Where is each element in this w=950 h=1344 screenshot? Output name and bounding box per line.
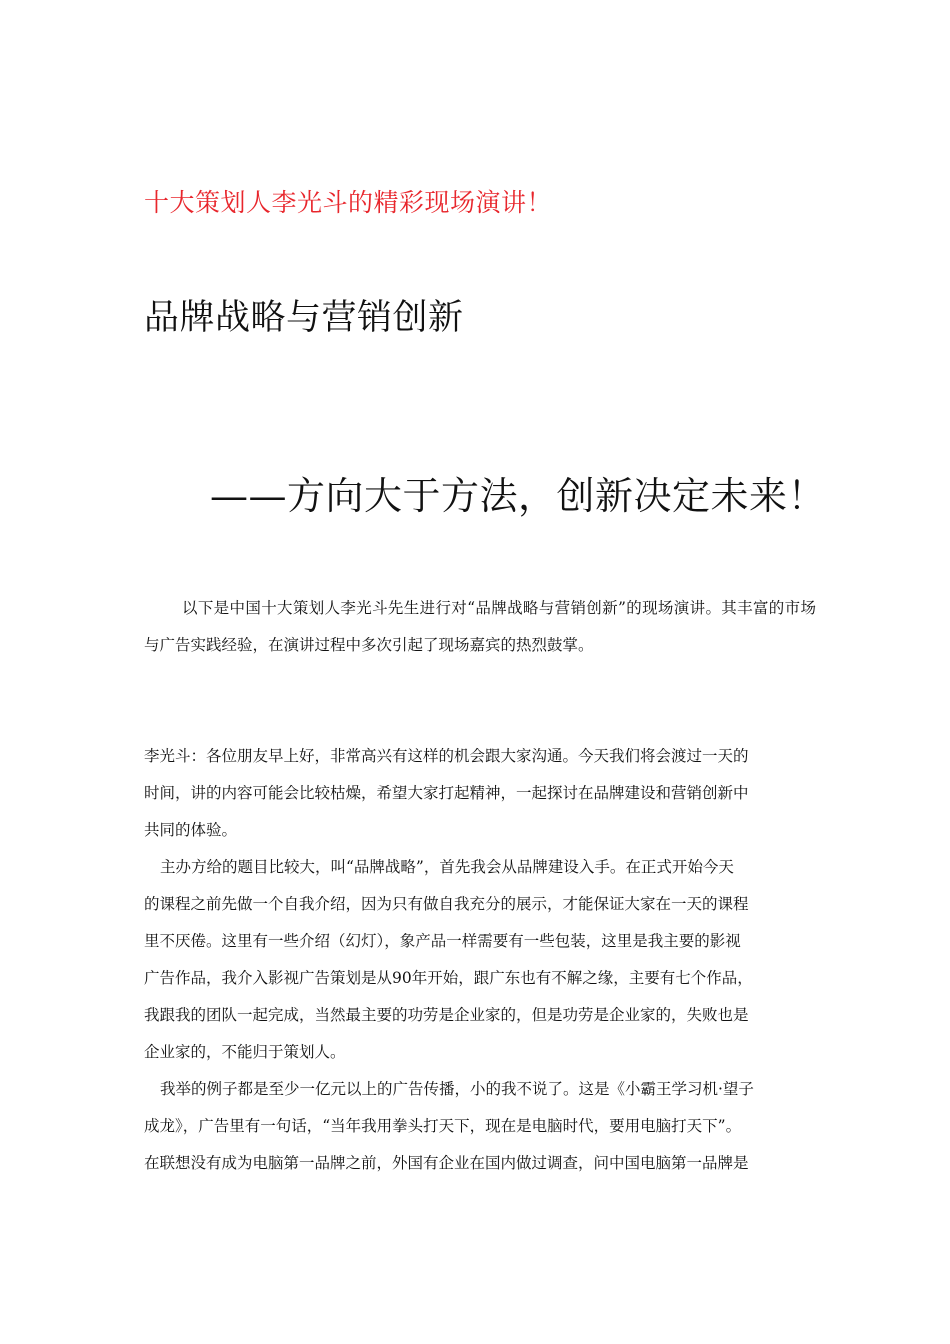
speech-line: 企业家的，不能归于策划人。 (144, 1043, 346, 1061)
speech-line: 的课程之前先做一个自我介绍，因为只有做自我充分的展示，才能保证大家在一天的课程 (144, 895, 749, 913)
intro-paragraph: 以下是中国十大策划人李光斗先生进行对“品牌战略与营销创新”的现场演讲。其丰富的市场与广告实践经验，在演讲过程中多次引起了现场嘉宾的热烈鼓掌。 (144, 599, 816, 654)
speech-line: 在联想没有成为电脑第一品牌之前，外国有企业在国内做过调查，问中国电脑第一品牌是 (144, 1154, 749, 1172)
document-headline: 十大策划人李光斗的精彩现场演讲！ (144, 188, 553, 217)
speech-line: 我跟我的团队一起完成，当然最主要的功劳是企业家的，但是功劳是企业家的，失败也是 (144, 1006, 749, 1024)
speech-body (144, 738, 820, 1182)
speech-line: 我举的例子都是至少一亿元以上的广告传播，小的我不说了。这是《小霸王学习机·望子 (160, 1080, 754, 1098)
document-subtitle: ——方向大于方法，创新决定未来！ (210, 474, 827, 518)
speech-line: 主办方给的题目比较大，叫“品牌战略”，首先我会从品牌建设入手。在正式开始今天 (160, 858, 734, 876)
document-title: 品牌战略与营销创新 (144, 298, 464, 338)
speech-line: 共同的体验。 (144, 821, 238, 839)
speech-line: 时间，讲的内容可能会比较枯燥，希望大家打起精神，一起探讨在品牌建设和营销创新中 (144, 784, 749, 802)
speech-line: 里不厌倦。这里有一些介绍（幻灯），象产品一样需要有一些包装，这里是我主要的影视 (144, 932, 741, 950)
speech-line: 李光斗：各位朋友早上好，非常高兴有这样的机会跟大家沟通。今天我们将会渡过一天的 (144, 747, 749, 765)
speech-line: 广告作品，我介入影视广告策划是从90年开始，跟广东也有不解之缘，主要有七个作品， (144, 969, 753, 987)
speech-line: 成龙》，广告里有一句话，“当年我用拳头打天下，现在是电脑时代，要用电脑打天下”。 (144, 1117, 742, 1135)
